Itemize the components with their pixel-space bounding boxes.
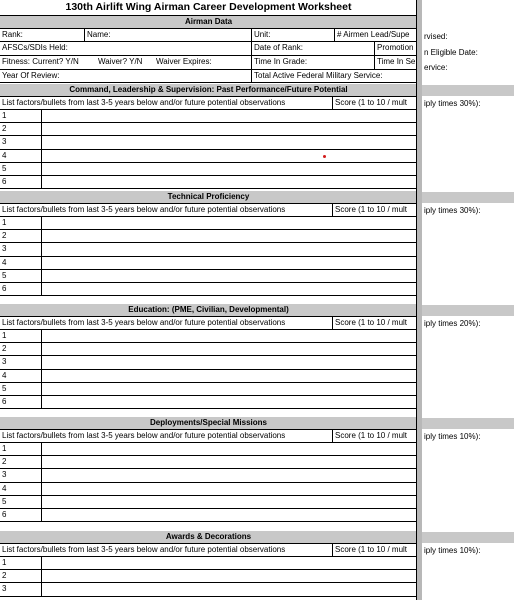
- bullet-row: [0, 283, 417, 296]
- bullet-row: [0, 176, 417, 189]
- bullet-number: 1: [2, 111, 7, 120]
- bullet-row: [0, 570, 417, 583]
- section-column-header: [0, 544, 417, 557]
- bullet-number: 1: [2, 444, 7, 453]
- bullet-number: 3: [2, 244, 7, 254]
- bullet-number: 1: [2, 218, 7, 227]
- bullet-row: [0, 270, 417, 283]
- bullet-number: 5: [2, 270, 7, 280]
- airman-data-row-1: [0, 29, 417, 42]
- section-heading: Deployments/Special Missions: [0, 417, 417, 430]
- bullet-row: [0, 343, 417, 356]
- bullet-number: 5: [2, 163, 7, 173]
- overflow-section-band: [422, 192, 514, 203]
- overflow-section-band: [422, 305, 514, 316]
- bullet-row: [0, 483, 417, 496]
- factors-label: List factors/bullets from last 3-5 years below and/or future potential observations: [2, 431, 286, 440]
- bullet-number: 3: [2, 357, 7, 367]
- overflow-promotion-eligible: n Eligible Date:: [424, 48, 478, 57]
- bullet-entry-field[interactable]: [42, 270, 417, 282]
- bullet-number: 4: [2, 257, 7, 267]
- bullet-entry-field[interactable]: [42, 176, 417, 188]
- bullet-row: [0, 257, 417, 270]
- overflow-time-in-service: ervice:: [424, 63, 448, 72]
- bullet-entry-field[interactable]: [42, 469, 417, 481]
- score-label: Score (1 to 10 / mult: [335, 205, 408, 214]
- bullet-row: [0, 469, 417, 482]
- airman-data-row-3: [0, 56, 417, 70]
- airman-data-row-4: [0, 70, 417, 83]
- overflow-section-band: [422, 85, 514, 96]
- overflow-score-label: iply times 20%):: [424, 319, 481, 328]
- bullet-entry-field[interactable]: [42, 217, 417, 229]
- airman-data-heading: Airman Data: [0, 16, 417, 29]
- factors-label: List factors/bullets from last 3-5 years below and/or future potential observations: [2, 98, 286, 107]
- overflow-score-label: iply times 30%):: [424, 99, 481, 108]
- bullet-number: 2: [2, 344, 7, 354]
- worksheet-title: 130th Airlift Wing Airman Career Development Worksheet: [0, 0, 417, 16]
- overflow-section-band: [422, 532, 514, 543]
- bullet-row: [0, 557, 417, 570]
- total-service-field[interactable]: Total Active Federal Military Service:: [254, 71, 383, 80]
- overflow-score-label: iply times 10%):: [424, 546, 481, 555]
- bullet-number: 3: [2, 584, 7, 594]
- bullet-row: [0, 150, 417, 163]
- bullet-number: 2: [2, 571, 7, 581]
- bullet-row: [0, 230, 417, 243]
- bullet-entry-field[interactable]: [42, 509, 417, 521]
- score-label: Score (1 to 10 / mult: [335, 545, 408, 554]
- bullet-row: [0, 123, 417, 136]
- bullet-row: [0, 509, 417, 522]
- bullet-number: 5: [2, 496, 7, 506]
- airman-data-row-2: [0, 42, 417, 56]
- score-label: Score (1 to 10 / mult: [335, 431, 408, 440]
- bullet-number: 6: [2, 284, 7, 293]
- bullet-entry-field[interactable]: [42, 257, 417, 269]
- bullet-number: 4: [2, 370, 7, 380]
- bullet-entry-field[interactable]: [42, 230, 417, 242]
- bullet-entry-field[interactable]: [42, 343, 417, 355]
- bullet-entry-field[interactable]: [42, 163, 417, 175]
- section-heading: Education: (PME, Civilian, Developmental): [0, 304, 417, 317]
- rank-field[interactable]: Rank:: [2, 30, 23, 39]
- bullet-row: [0, 110, 417, 123]
- bullet-entry-field[interactable]: [42, 483, 417, 495]
- fitness-field[interactable]: Fitness: Current? Y/N: [2, 57, 79, 66]
- bullet-number: 2: [2, 457, 7, 467]
- overflow-section-band: [422, 418, 514, 429]
- bullet-entry-field[interactable]: [42, 443, 417, 455]
- bullet-row: [0, 383, 417, 396]
- bullet-entry-field[interactable]: [42, 396, 417, 408]
- bullet-row: [0, 456, 417, 469]
- bullet-number: 2: [2, 231, 7, 241]
- overflow-score-label: iply times 10%):: [424, 432, 481, 441]
- bullet-row: [0, 163, 417, 176]
- bullet-entry-field[interactable]: [42, 136, 417, 148]
- section-heading: Technical Proficiency: [0, 191, 417, 204]
- overflow-title-gap: [422, 0, 514, 16]
- bullet-entry-field[interactable]: [42, 123, 417, 135]
- bullet-entry-field[interactable]: [42, 370, 417, 382]
- time-in-service-field[interactable]: Time In Se: [377, 57, 416, 66]
- bullet-entry-field[interactable]: [42, 110, 417, 122]
- bullet-entry-field[interactable]: [42, 557, 417, 569]
- section-column-header: [0, 317, 417, 330]
- worksheet-overflow-column: [417, 0, 514, 600]
- waiver-field[interactable]: Waiver? Y/N: [98, 57, 143, 66]
- section-column-header: [0, 97, 417, 110]
- bullet-number: 5: [2, 383, 7, 393]
- bullet-number: 6: [2, 397, 7, 406]
- factors-label: List factors/bullets from last 3-5 years below and/or future potential observations: [2, 318, 286, 327]
- bullet-number: 1: [2, 558, 7, 567]
- year-of-review-field[interactable]: Year Of Review:: [2, 71, 60, 80]
- bullet-row: [0, 356, 417, 369]
- bullet-number: 2: [2, 124, 7, 134]
- bullet-entry-field[interactable]: [42, 456, 417, 468]
- bullet-entry-field[interactable]: [42, 570, 417, 582]
- airmen-supervised-field[interactable]: # Airmen Lead/Supe: [337, 30, 410, 39]
- overflow-score-label: iply times 30%):: [424, 206, 481, 215]
- bullet-entry-field[interactable]: [42, 330, 417, 342]
- section-column-header: [0, 430, 417, 443]
- bullet-entry-field[interactable]: [42, 496, 417, 508]
- date-of-rank-field[interactable]: Date of Rank:: [254, 43, 303, 52]
- factors-label: List factors/bullets from last 3-5 years below and/or future potential observations: [2, 205, 286, 214]
- bullet-number: 6: [2, 510, 7, 519]
- bullet-row: [0, 136, 417, 149]
- bullet-number: 6: [2, 177, 7, 186]
- bullet-row: [0, 396, 417, 409]
- bullet-row: [0, 217, 417, 230]
- bullet-row: [0, 243, 417, 256]
- name-field[interactable]: Name:: [87, 30, 111, 39]
- bullet-row: [0, 583, 417, 596]
- score-label: Score (1 to 10 / mult: [335, 98, 408, 107]
- section-heading: Command, Leadership & Supervision: Past Performance/Future Potential: [0, 84, 417, 97]
- bullet-entry-field[interactable]: [42, 243, 417, 255]
- section-heading: Awards & Decorations: [0, 531, 417, 544]
- unit-field[interactable]: Unit:: [254, 30, 271, 39]
- bullet-entry-field[interactable]: [42, 283, 417, 295]
- section-column-header: [0, 204, 417, 217]
- afscs-field[interactable]: AFSCs/SDIs Held:: [2, 43, 68, 52]
- score-label: Score (1 to 10 / mult: [335, 318, 408, 327]
- bullet-entry-field[interactable]: [42, 150, 417, 162]
- bullet-row: [0, 496, 417, 509]
- bullet-number: 4: [2, 483, 7, 493]
- bullet-row: [0, 370, 417, 383]
- factors-label: List factors/bullets from last 3-5 years below and/or future potential observations: [2, 545, 286, 554]
- bullet-row: [0, 443, 417, 456]
- bullet-number: 3: [2, 137, 7, 147]
- time-in-grade-field[interactable]: Time In Grade:: [254, 57, 308, 66]
- bullet-entry-field[interactable]: [42, 356, 417, 368]
- bullet-number: 4: [2, 150, 7, 160]
- promotion-eligible-field[interactable]: Promotion: [377, 43, 414, 52]
- bullet-number: 3: [2, 470, 7, 480]
- overflow-airmen-supervised: rvised:: [424, 32, 448, 41]
- waiver-expires-field[interactable]: Waiver Expires:: [156, 57, 212, 66]
- red-dot-marker: [323, 155, 326, 158]
- bullet-row: [0, 330, 417, 343]
- bullet-entry-field[interactable]: [42, 383, 417, 395]
- bullet-number: 1: [2, 331, 7, 340]
- bullet-entry-field[interactable]: [42, 583, 417, 595]
